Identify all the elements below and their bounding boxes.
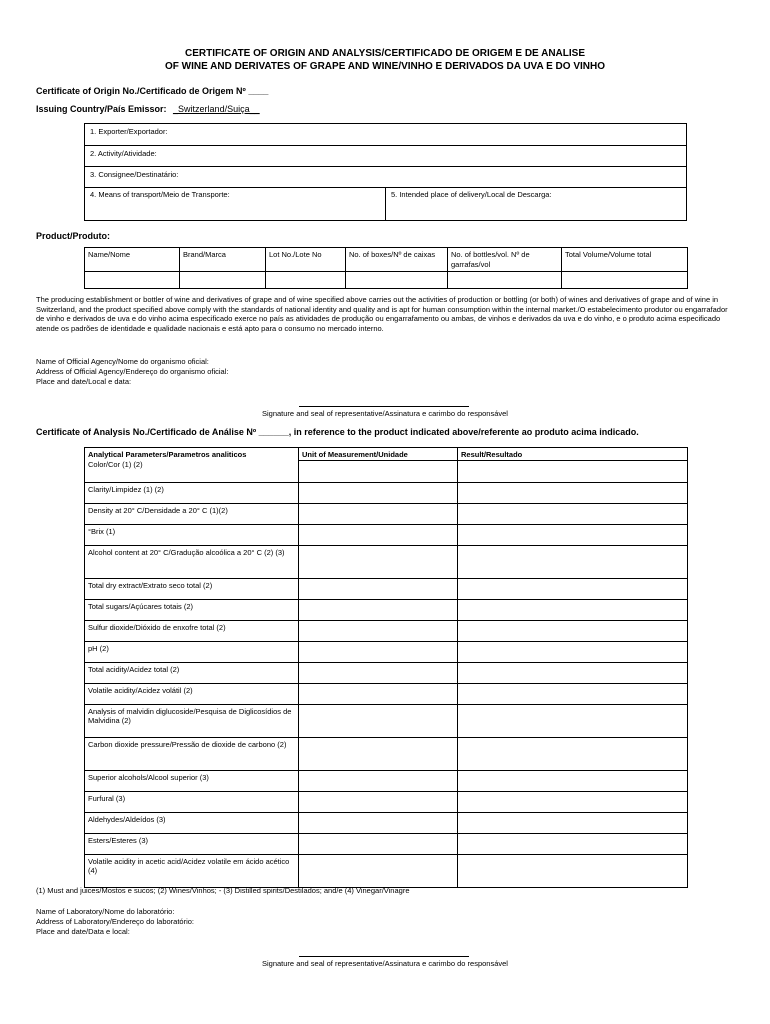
analysis-unit-cell[interactable] bbox=[299, 662, 458, 683]
analysis-row bbox=[85, 524, 688, 545]
analysis-unit-cell[interactable] bbox=[299, 460, 458, 482]
analysis-unit-cell[interactable] bbox=[299, 737, 458, 770]
certificate-origin-number: Certificate of Origin No./Certificado de Origem Nº ____ bbox=[36, 86, 269, 96]
analysis-row bbox=[85, 460, 688, 482]
analysis-unit-cell[interactable] bbox=[299, 812, 458, 833]
exporter-field[interactable] bbox=[85, 124, 686, 146]
consignee-field[interactable] bbox=[85, 166, 686, 188]
product-header-bottles: No. of bottles/vol. Nº de garrafas/vol bbox=[448, 248, 562, 272]
analysis-parameter-cell: Sulfur dioxide/Dióxido de enxofre total (2) bbox=[85, 620, 299, 641]
analysis-unit-cell[interactable] bbox=[299, 578, 458, 599]
analysis-parameter-cell: Density at 20° C/Densidade a 20° C (1)(2) bbox=[85, 503, 299, 524]
analysis-row bbox=[85, 578, 688, 599]
analysis-result-cell[interactable] bbox=[458, 791, 688, 812]
analysis-result-cell[interactable] bbox=[458, 620, 688, 641]
declaration-text: The producing establishment or bottler of wine and derivatives of grape and of wine specified above carries out the activities of production or bottling (or both) of wines and derivatives of grape and of wine in Switzerland, and the product specified above comply with the standards of national identity and quality and is apt for human consumption within the internal market./O estabelecimento produtor ou engarrafador de vinho e derivados de uva e do vinho acima especificado exerce no país as atividades de produção ou engarrafamento ou ambas, de vinhos e derivados da uva e do vinho, e o produto acima especificado atende os padrões de identidade e qualidade nacionais e está apto para o consumo no mercado interno. bbox=[36, 295, 728, 333]
analysis-parameter-cell: pH (2) bbox=[85, 641, 299, 662]
analysis-unit-cell[interactable] bbox=[299, 770, 458, 791]
analysis-unit-cell[interactable] bbox=[299, 524, 458, 545]
analysis-header-unit: Unit of Measurement/Unidade bbox=[299, 448, 458, 461]
product-entry-row bbox=[85, 272, 688, 289]
analysis-result-cell[interactable] bbox=[458, 524, 688, 545]
analysis-result-cell[interactable] bbox=[458, 641, 688, 662]
signature-caption: Signature and seal of representative/Assinatura e carimbo do responsável bbox=[262, 409, 508, 418]
agency-place-label: Place and date/Local e data: bbox=[36, 377, 132, 386]
product-volume-cell[interactable] bbox=[562, 272, 688, 289]
product-lot-cell[interactable] bbox=[266, 272, 346, 289]
footnote: (1) Must and juices/Mostos e sucos; (2) Wines/Vinhos; - (3) Distilled spirits/Destilados; and/e (4) Vinegar/Vinagre bbox=[36, 886, 410, 895]
analysis-row bbox=[85, 641, 688, 662]
analysis-unit-cell[interactable] bbox=[299, 482, 458, 503]
analysis-row bbox=[85, 620, 688, 641]
analysis-row bbox=[85, 854, 688, 887]
analysis-unit-cell[interactable] bbox=[299, 683, 458, 704]
analysis-parameter-cell: Analysis of malvidin diglucoside/Pesquisa de Diglicosídios de Malvidina (2) bbox=[85, 704, 299, 737]
analysis-unit-cell[interactable] bbox=[299, 545, 458, 578]
analysis-unit-cell[interactable] bbox=[299, 641, 458, 662]
signature-caption-2: Signature and seal of representative/Assinatura e carimbo do responsável bbox=[262, 959, 508, 968]
analysis-row bbox=[85, 770, 688, 791]
product-label: Product/Produto: bbox=[36, 231, 110, 241]
analysis-result-cell[interactable] bbox=[458, 578, 688, 599]
analysis-parameter-cell: Superior alcohols/Alcool superior (3) bbox=[85, 770, 299, 791]
issuing-country-value: _Switzerland/Suiça__ bbox=[173, 104, 260, 114]
product-header-row bbox=[85, 248, 688, 272]
analysis-unit-cell[interactable] bbox=[299, 503, 458, 524]
analysis-unit-cell[interactable] bbox=[299, 791, 458, 812]
analysis-result-cell[interactable] bbox=[458, 545, 688, 578]
product-boxes-cell[interactable] bbox=[346, 272, 448, 289]
lab-address-label: Address of Laboratory/Endereço do laboratório: bbox=[36, 917, 195, 926]
product-table bbox=[84, 247, 688, 289]
analysis-parameter-cell: Clarity/Limpidez (1) (2) bbox=[85, 482, 299, 503]
exporter-label: 1. Exporter/Exportador: bbox=[90, 127, 168, 136]
analysis-row bbox=[85, 662, 688, 683]
analysis-parameter-cell: Alcohol content at 20° C/Gradução alcoólica a 20° C (2) (3) bbox=[85, 545, 299, 578]
analysis-parameter-cell: °Brix (1) bbox=[85, 524, 299, 545]
analysis-row bbox=[85, 833, 688, 854]
product-header-brand: Brand/Marca bbox=[180, 248, 266, 272]
signature-line-2 bbox=[299, 956, 469, 957]
lab-place-label: Place and date/Data e local: bbox=[36, 927, 130, 936]
analysis-parameter-cell: Furfural (3) bbox=[85, 791, 299, 812]
agency-name-label: Name of Official Agency/Nome do organismo oficial: bbox=[36, 357, 209, 366]
consignee-label: 3. Consignee/Destinatário: bbox=[90, 170, 179, 179]
analysis-result-cell[interactable] bbox=[458, 854, 688, 887]
analysis-result-cell[interactable] bbox=[458, 812, 688, 833]
analysis-header-result: Result/Resultado bbox=[458, 448, 688, 461]
product-header-lot: Lot No./Lote No bbox=[266, 248, 346, 272]
issuing-country-label: Issuing Country/País Emissor: bbox=[36, 104, 167, 114]
analysis-parameter-cell: Aldehydes/Aldeídos (3) bbox=[85, 812, 299, 833]
analysis-parameter-cell: Volatile acidity in acetic acid/Acidez volatile em ácido acético (4) bbox=[85, 854, 299, 887]
analysis-row bbox=[85, 812, 688, 833]
document-title: CERTIFICATE OF ORIGIN AND ANALYSIS/CERTIFICADO DE ORIGEM E DE ANALISE bbox=[184, 48, 586, 59]
product-brand-cell[interactable] bbox=[180, 272, 266, 289]
analysis-result-cell[interactable] bbox=[458, 770, 688, 791]
agency-address-label: Address of Official Agency/Endereço do organismo oficial: bbox=[36, 367, 229, 376]
issuing-country-row bbox=[36, 104, 260, 114]
analysis-table bbox=[84, 447, 688, 888]
analysis-header-row bbox=[85, 448, 688, 461]
lab-name-label: Name of Laboratory/Nome do laboratório: bbox=[36, 907, 175, 916]
analysis-result-cell[interactable] bbox=[458, 737, 688, 770]
product-header-name: Name/Nome bbox=[85, 248, 180, 272]
transport-field[interactable] bbox=[85, 187, 386, 220]
analysis-result-cell[interactable] bbox=[458, 599, 688, 620]
analysis-row bbox=[85, 545, 688, 578]
analysis-result-cell[interactable] bbox=[458, 704, 688, 737]
analysis-row bbox=[85, 737, 688, 770]
analysis-parameter-cell: Volatile acidity/Acidez volátil (2) bbox=[85, 683, 299, 704]
analysis-unit-cell[interactable] bbox=[299, 854, 458, 887]
analysis-parameter-cell: Total dry extract/Extrato seco total (2) bbox=[85, 578, 299, 599]
activity-label: 2. Activity/Atividade: bbox=[90, 149, 157, 158]
analysis-result-cell[interactable] bbox=[458, 833, 688, 854]
analysis-result-cell[interactable] bbox=[458, 503, 688, 524]
analysis-unit-cell[interactable] bbox=[299, 599, 458, 620]
signature-line bbox=[299, 406, 469, 407]
analysis-parameter-cell: Total sugars/Açúcares totais (2) bbox=[85, 599, 299, 620]
analysis-result-cell[interactable] bbox=[458, 460, 688, 482]
activity-field[interactable] bbox=[85, 145, 686, 167]
product-header-volume: Total Volume/Volume total bbox=[562, 248, 688, 272]
analysis-row bbox=[85, 704, 688, 737]
analysis-row bbox=[85, 482, 688, 503]
product-bottles-cell[interactable] bbox=[448, 272, 562, 289]
analysis-row bbox=[85, 503, 688, 524]
analysis-parameter-cell: Total acidity/Acidez total (2) bbox=[85, 662, 299, 683]
document-subtitle: OF WINE AND DERIVATES OF GRAPE AND WINE/VINHO E DERIVADOS DA UVA E DO VINHO bbox=[164, 61, 606, 72]
delivery-field[interactable] bbox=[386, 187, 686, 220]
analysis-parameter-cell: Esters/Esteres (3) bbox=[85, 833, 299, 854]
analysis-row bbox=[85, 599, 688, 620]
analysis-row bbox=[85, 683, 688, 704]
origin-info-box bbox=[84, 123, 687, 221]
analysis-parameter-cell: Color/Cor (1) (2) bbox=[85, 460, 299, 482]
product-name-cell[interactable] bbox=[85, 272, 180, 289]
analysis-heading: Certificate of Analysis No./Certificado de Análise Nº ______, in reference to the product indicated above/referente ao produto acima indicado. bbox=[36, 427, 639, 437]
analysis-unit-cell[interactable] bbox=[299, 833, 458, 854]
transport-label: 4. Means of transport/Meio de Transporte: bbox=[90, 190, 230, 199]
analysis-unit-cell[interactable] bbox=[299, 704, 458, 737]
analysis-row bbox=[85, 791, 688, 812]
product-header-boxes: No. of boxes/Nº de caixas bbox=[346, 248, 448, 272]
analysis-header-param: Analytical Parameters/Parametros analiticos bbox=[85, 448, 299, 461]
analysis-unit-cell[interactable] bbox=[299, 620, 458, 641]
analysis-result-cell[interactable] bbox=[458, 662, 688, 683]
analysis-result-cell[interactable] bbox=[458, 482, 688, 503]
analysis-parameter-cell: Carbon dioxide pressure/Pressão de dioxide de carbono (2) bbox=[85, 737, 299, 770]
analysis-result-cell[interactable] bbox=[458, 683, 688, 704]
delivery-label: 5. Intended place of delivery/Local de Descarga: bbox=[391, 190, 552, 199]
